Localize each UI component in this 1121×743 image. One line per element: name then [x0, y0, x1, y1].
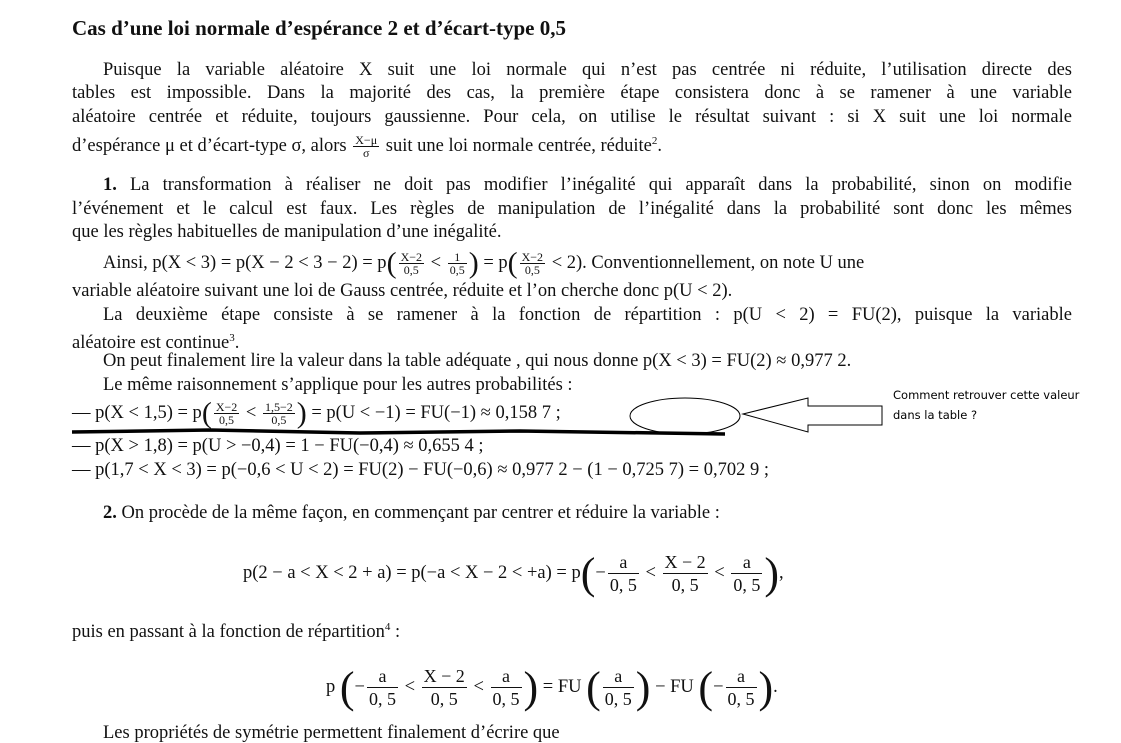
display-equation-2: p (− $\frac{a}{0, 5}$ < $\frac{X - 2}{0, 5}$ < $\frac{a}{0, 5}$ ) = FU ( $\frac{a}{0, 5}$ ) − FU (− $\frac{a}{0, 5}$ ). [326, 663, 778, 712]
read-line: On peut finalement lire la valeur dans la table adéquate , qui nous donne p(X < 3) = FU(2) ≈ 0,977 2. [103, 351, 852, 371]
display-equation-1: p(2 − a < X < 2 + a) = p(−a < X − 2 < +a) = p(− $\frac{a}{0, 5}$ < $\frac{X - 2}{0, 5}$ < $\frac{a}{0, 5}$ ), [243, 549, 784, 598]
intro-line: tables est impossible. Dans la majorité des cas, la première étape consistera donc à se ramener à une variable [72, 83, 1072, 103]
arrow-left-icon [743, 398, 882, 432]
ainsi-line: Ainsi, p(X < 3) = p(X − 2 < 3 − 2) = p( $\frac{X-2}{0,5}$ < $\frac{1}{0,5}$ ) = p( $\frac{X-2}{0,5}$ < 2). Conventionnellement, on note U une [103, 246, 865, 280]
intro-line: aléatoire centrée et réduite, toujours gaussienne. Pour cela, on utilise le résultat suivant : si X suit une loi normale [72, 107, 1072, 127]
underline-mark [72, 430, 725, 434]
item1-line: 1. La transformation à réaliser ne doit pas modifier l’inégalité qui apparaît dans la probabilité, sinon on modifie [103, 175, 1072, 195]
bullet-3: — p(1,7 < X < 3) = p(−0,6 < U < 2) = FU(2) − FU(−0,6) ≈ 0,977 2 − (1 − 0,725 7) = 0,702 9 ; [72, 460, 769, 480]
step2-line: aléatoire est continue$^3$. [72, 332, 240, 354]
last-line: Les propriétés de symétrie permettent finalement d’écrire que [103, 723, 560, 743]
circle-mark [630, 398, 740, 434]
bullet-2: — p(X > 1,8) = p(U > −0,4) = 1 − FU(−0,4) ≈ 0,655 4 ; [72, 436, 484, 456]
item1-line: l’événement et le calcul est faux. Les règles de manipulation de l’inégalité dans la probabilité sont donc les mêmes [72, 199, 1072, 219]
item1-line: que les règles habituelles de manipulation d’une inégalité. [72, 222, 502, 242]
item2-line: 2. On procède de la même façon, en commençant par centrer et réduire la variable : [103, 503, 720, 523]
annotation-text: dans la table ? [893, 408, 978, 422]
puis-line: puis en passant à la fonction de répartition$^4$ : [72, 621, 401, 643]
step2-line: La deuxième étape consiste à se ramener à la fonction de répartition : p(U < 2) = FU(2), puisque la variable [103, 305, 1072, 325]
bullet-1: — p(X < 1,5) = p( $\frac{X-2}{0,5}$ < $\frac{1,5-2}{0,5}$ ) = p(U < −1) = FU(−1) ≈ 0,158 7 ; [72, 396, 561, 430]
section-title: Cas d’une loi normale d’espérance 2 et d’écart-type 0,5 [72, 16, 566, 40]
ainsi-line: variable aléatoire suivant une loi de Gauss centrée, réduite et l’on cherche donc p(U < 2). [72, 281, 733, 301]
same-line: Le même raisonnement s’applique pour les autres probabilités : [103, 375, 573, 395]
intro-line: Puisque la variable aléatoire X suit une loi normale qui n’est pas centrée ni réduite, l’utilisation directe des [103, 60, 1072, 80]
annotation-text: Comment retrouver cette valeur [893, 388, 1080, 402]
intro-line: d’espérance μ et d’écart-type σ, alors $\frac{X-\mu}{\sigma}$ suit une loi normale centrée, réduite$^2$. [72, 133, 662, 161]
